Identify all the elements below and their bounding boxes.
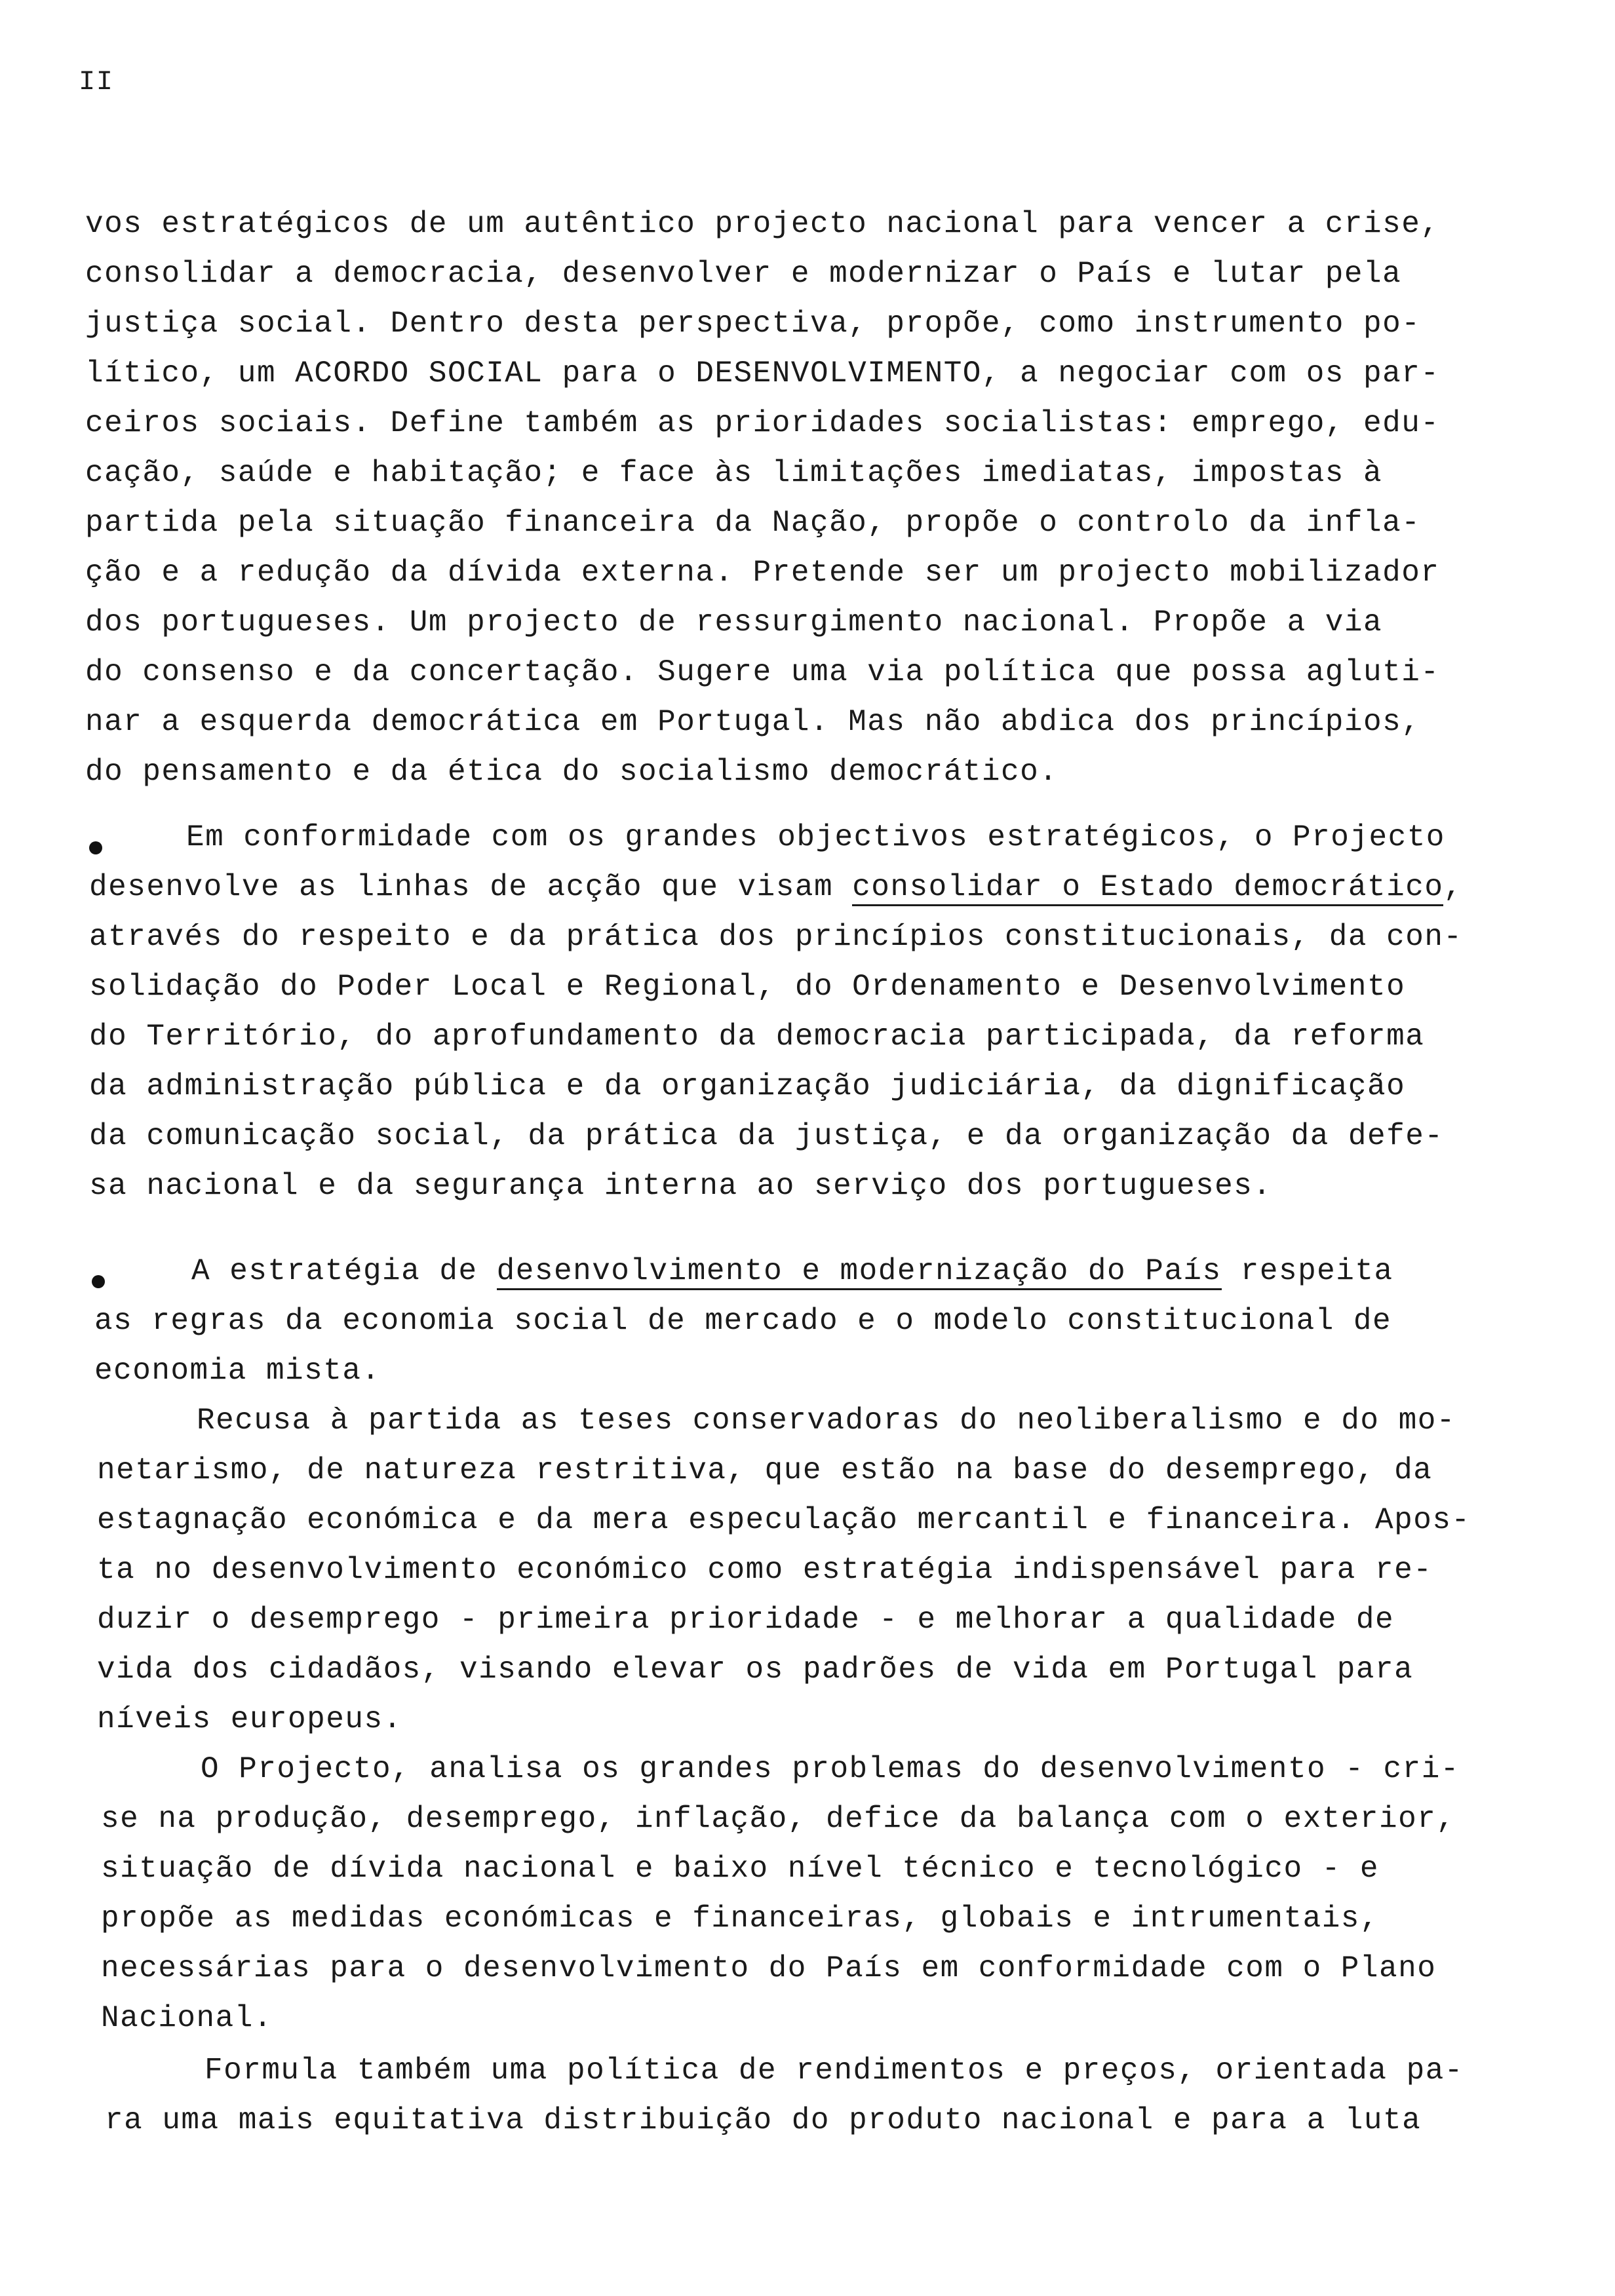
text-line: economia mista. <box>94 1354 381 1388</box>
text-line: Formula também uma política de rendimentos e preços, orientada pa- <box>204 2054 1464 2088</box>
text-line: O Projecto, analisa os grandes problemas do desenvolvimento - cri- <box>201 1752 1460 1786</box>
text-line: Em conformidade com os grandes objectivos estratégicos, o Projecto <box>186 820 1445 854</box>
text-line: nar a esquerda democrática em Portugal. Mas não abdica dos princípios, <box>85 705 1421 739</box>
text-line: A estratégia de desenvolvimento e modernização do País respeita <box>191 1252 1393 1291</box>
bullet-icon <box>92 1275 105 1288</box>
text-line: do consenso e da concertação. Sugere uma via política que possa agluti- <box>85 655 1440 689</box>
text-line: ção e a redução da dívida externa. Pretende ser um projecto mobilizador <box>85 556 1440 590</box>
text-line: estagnação económica e da mera especulação mercantil e financeira. Apos- <box>97 1503 1471 1537</box>
text-line: sa nacional e da segurança interna ao serviço dos portugueses. <box>89 1169 1272 1203</box>
text-line: propõe as medidas económicas e financeiras, globais e intrumentais, <box>101 1902 1380 1936</box>
text-line: da comunicação social, da prática da justiça, e da organização da defe- <box>89 1119 1444 1153</box>
text-line: solidação do Poder Local e Regional, do Ordenamento e Desenvolvimento <box>89 970 1406 1004</box>
text-line: níveis europeus. <box>97 1702 402 1736</box>
text-line: Nacional. <box>101 2001 273 2035</box>
text-line: através do respeito e da prática dos princípios constitucionais, da con- <box>89 920 1463 954</box>
bullet-icon <box>89 841 102 854</box>
underlined-phrase: consolidar o Estado democrático <box>852 870 1443 906</box>
text-line: necessárias para o desenvolvimento do País em conformidade com o Plano <box>101 1951 1437 1985</box>
text-line: do pensamento e da ética do socialismo democrático. <box>85 755 1059 789</box>
text-line: da administração pública e da organização judiciária, da dignificação <box>89 1069 1406 1103</box>
text-line: ta no desenvolvimento económico como estratégia indispensável para re- <box>97 1553 1433 1587</box>
text-line: do Território, do aprofundamento da democracia participada, da reforma <box>89 1020 1425 1054</box>
text-line: vida dos cidadãos, visando elevar os padrões de vida em Portugal para <box>97 1653 1414 1687</box>
text-line: situação de dívida nacional e baixo nível técnico e tecnológico - e <box>101 1852 1380 1886</box>
underlined-phrase: desenvolvimento e modernização do País <box>497 1254 1222 1290</box>
text-line: Recusa à partida as teses conservadoras do neoliberalismo e do mo- <box>197 1404 1456 1438</box>
text-line: ceiros sociais. Define também as prioridades socialistas: emprego, edu- <box>85 406 1440 440</box>
text-line: duzir o desemprego - primeira prioridade - e melhorar a qualidade de <box>97 1603 1395 1637</box>
text-line: se na produção, desemprego, inflação, defice da balança com o exterior, <box>101 1802 1456 1836</box>
text-line: justiça social. Dentro desta perspectiva, propõe, como instrumento po- <box>85 307 1421 341</box>
text-line: consolidar a democracia, desenvolver e modernizar o País e lutar pela <box>85 257 1402 291</box>
text-line: partida pela situação financeira da Nação, propõe o controlo da infla- <box>85 506 1421 540</box>
text-line: vos estratégicos de um autêntico projecto nacional para vencer a crise, <box>85 207 1440 241</box>
text-line: as regras da economia social de mercado e o modelo constitucional de <box>94 1304 1392 1338</box>
page-number: II <box>79 66 114 98</box>
text-line: netarismo, de natureza restritiva, que estão na base do desemprego, da <box>97 1453 1433 1487</box>
text-line: ra uma mais equitativa distribuição do produto nacional e para a luta <box>105 2103 1422 2137</box>
text-line: lítico, um ACORDO SOCIAL para o DESENVOLVIMENTO, a negociar com os par- <box>85 356 1440 391</box>
text-line: desenvolve as linhas de acção que visam consolidar o Estado democrático, <box>89 868 1463 907</box>
text-line: dos portugueses. Um projecto de ressurgimento nacional. Propõe a via <box>85 605 1383 640</box>
text-line: cação, saúde e habitação; e face às limitações imediatas, impostas à <box>85 456 1383 490</box>
